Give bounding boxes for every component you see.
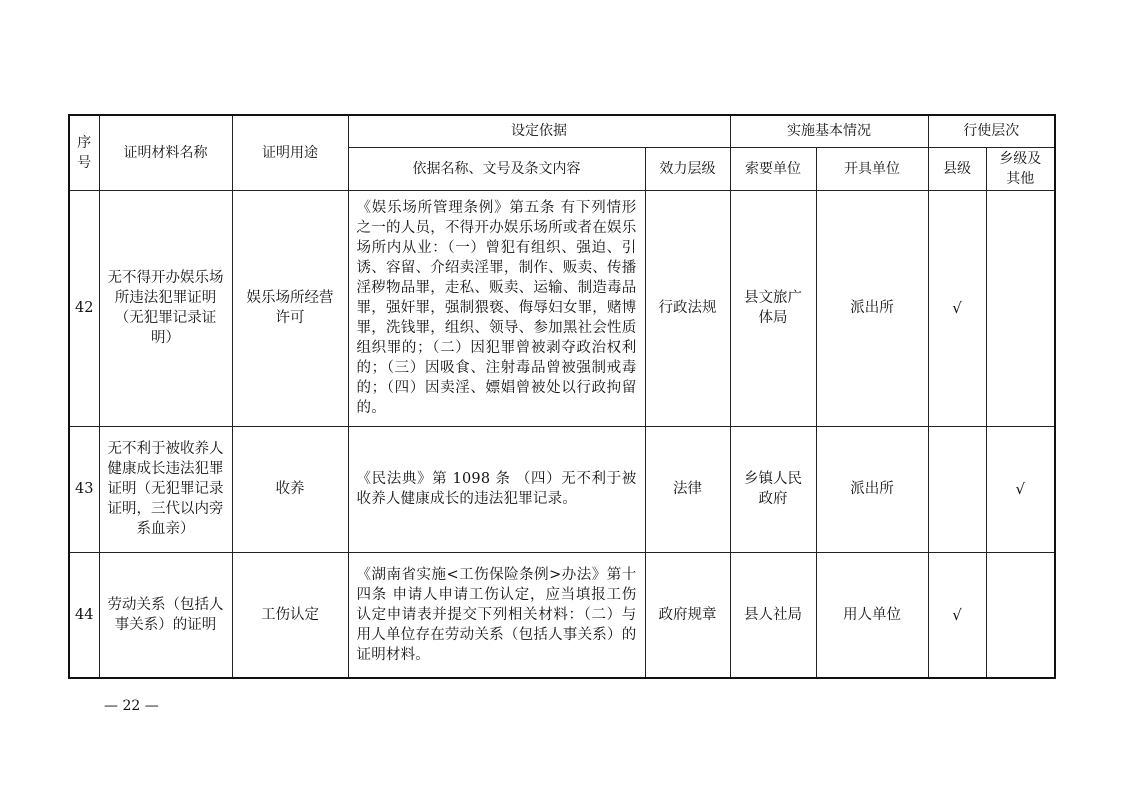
header-basis-group: 设定依据 bbox=[348, 115, 730, 147]
row-no: 43 bbox=[69, 426, 99, 552]
certificate-table bbox=[68, 114, 1056, 679]
row-township-check: √ bbox=[986, 426, 1055, 552]
row-requester: 县文旅广体局 bbox=[730, 190, 816, 426]
row-issuer: 派出所 bbox=[816, 426, 928, 552]
certificate-table-sheet bbox=[68, 114, 1054, 679]
table-row bbox=[69, 190, 1055, 426]
row-material: 劳动关系（包括人事关系）的证明 bbox=[99, 552, 232, 678]
row-purpose: 收养 bbox=[232, 426, 348, 552]
row-no: 42 bbox=[69, 190, 99, 426]
row-township-check bbox=[986, 190, 1055, 426]
header-county: 县级 bbox=[928, 147, 986, 190]
row-issuer: 派出所 bbox=[816, 190, 928, 426]
header-township: 乡级及 其他 bbox=[986, 147, 1055, 190]
row-basis: 《湖南省实施<工伤保险条例>办法》第十四条 申请人申请工伤认定，应当填报工伤认定申请表并提交下列相关材料：（二）与用人单位存在劳动关系（包括人事关系）的证明材料。 bbox=[348, 552, 645, 678]
header-material: 证明材料名称 bbox=[99, 115, 232, 190]
header-effect-level: 效力层级 bbox=[645, 147, 730, 190]
row-county-check bbox=[928, 426, 986, 552]
page-number: — 22 — bbox=[104, 698, 159, 714]
row-requester: 县人社局 bbox=[730, 552, 816, 678]
header-level-group: 行使层次 bbox=[928, 115, 1055, 147]
table-row bbox=[69, 552, 1055, 678]
header-impl-group: 实施基本情况 bbox=[730, 115, 928, 147]
header-purpose: 证明用途 bbox=[232, 115, 348, 190]
row-purpose: 工伤认定 bbox=[232, 552, 348, 678]
row-material: 无不得开办娱乐场所违法犯罪证明（无犯罪记录证明） bbox=[99, 190, 232, 426]
row-township-check bbox=[986, 552, 1055, 678]
header-requester: 索要单位 bbox=[730, 147, 816, 190]
row-no: 44 bbox=[69, 552, 99, 678]
row-basis: 《民法典》第 1098 条 （四）无不利于被收养人健康成长的违法犯罪记录。 bbox=[348, 426, 645, 552]
row-requester: 乡镇人民政府 bbox=[730, 426, 816, 552]
row-issuer: 用人单位 bbox=[816, 552, 928, 678]
header-no: 序号 bbox=[69, 115, 99, 190]
row-material: 无不利于被收养人健康成长违法犯罪证明（无犯罪记录证明，三代以内旁系血亲） bbox=[99, 426, 232, 552]
row-county-check: √ bbox=[928, 190, 986, 426]
header-basis-name: 依据名称、文号及条文内容 bbox=[348, 147, 645, 190]
row-effect: 政府规章 bbox=[645, 552, 730, 678]
table-row bbox=[69, 426, 1055, 552]
row-effect: 行政法规 bbox=[645, 190, 730, 426]
header-issuer: 开具单位 bbox=[816, 147, 928, 190]
row-purpose: 娱乐场所经营许可 bbox=[232, 190, 348, 426]
row-effect: 法律 bbox=[645, 426, 730, 552]
row-county-check: √ bbox=[928, 552, 986, 678]
row-basis: 《娱乐场所管理条例》第五条 有下列情形之一的人员，不得开办娱乐场所或者在娱乐场所内从业：（一）曾犯有组织、强迫、引诱、容留、介绍卖淫罪，制作、贩卖、传播淫秽物品罪，走私、贩卖、运输、制造毒品罪，强奸罪，强制猥亵、侮辱妇女罪，赌博罪，洗钱罪，组织、领导、参加黑社会性质组织罪的；（二）因犯罪曾被剥夺政治权利的；（三）因吸食、注射毒品曾被强制戒毒的；（四）因卖淫、嫖娼曾被处以行政拘留的。 bbox=[348, 190, 645, 426]
